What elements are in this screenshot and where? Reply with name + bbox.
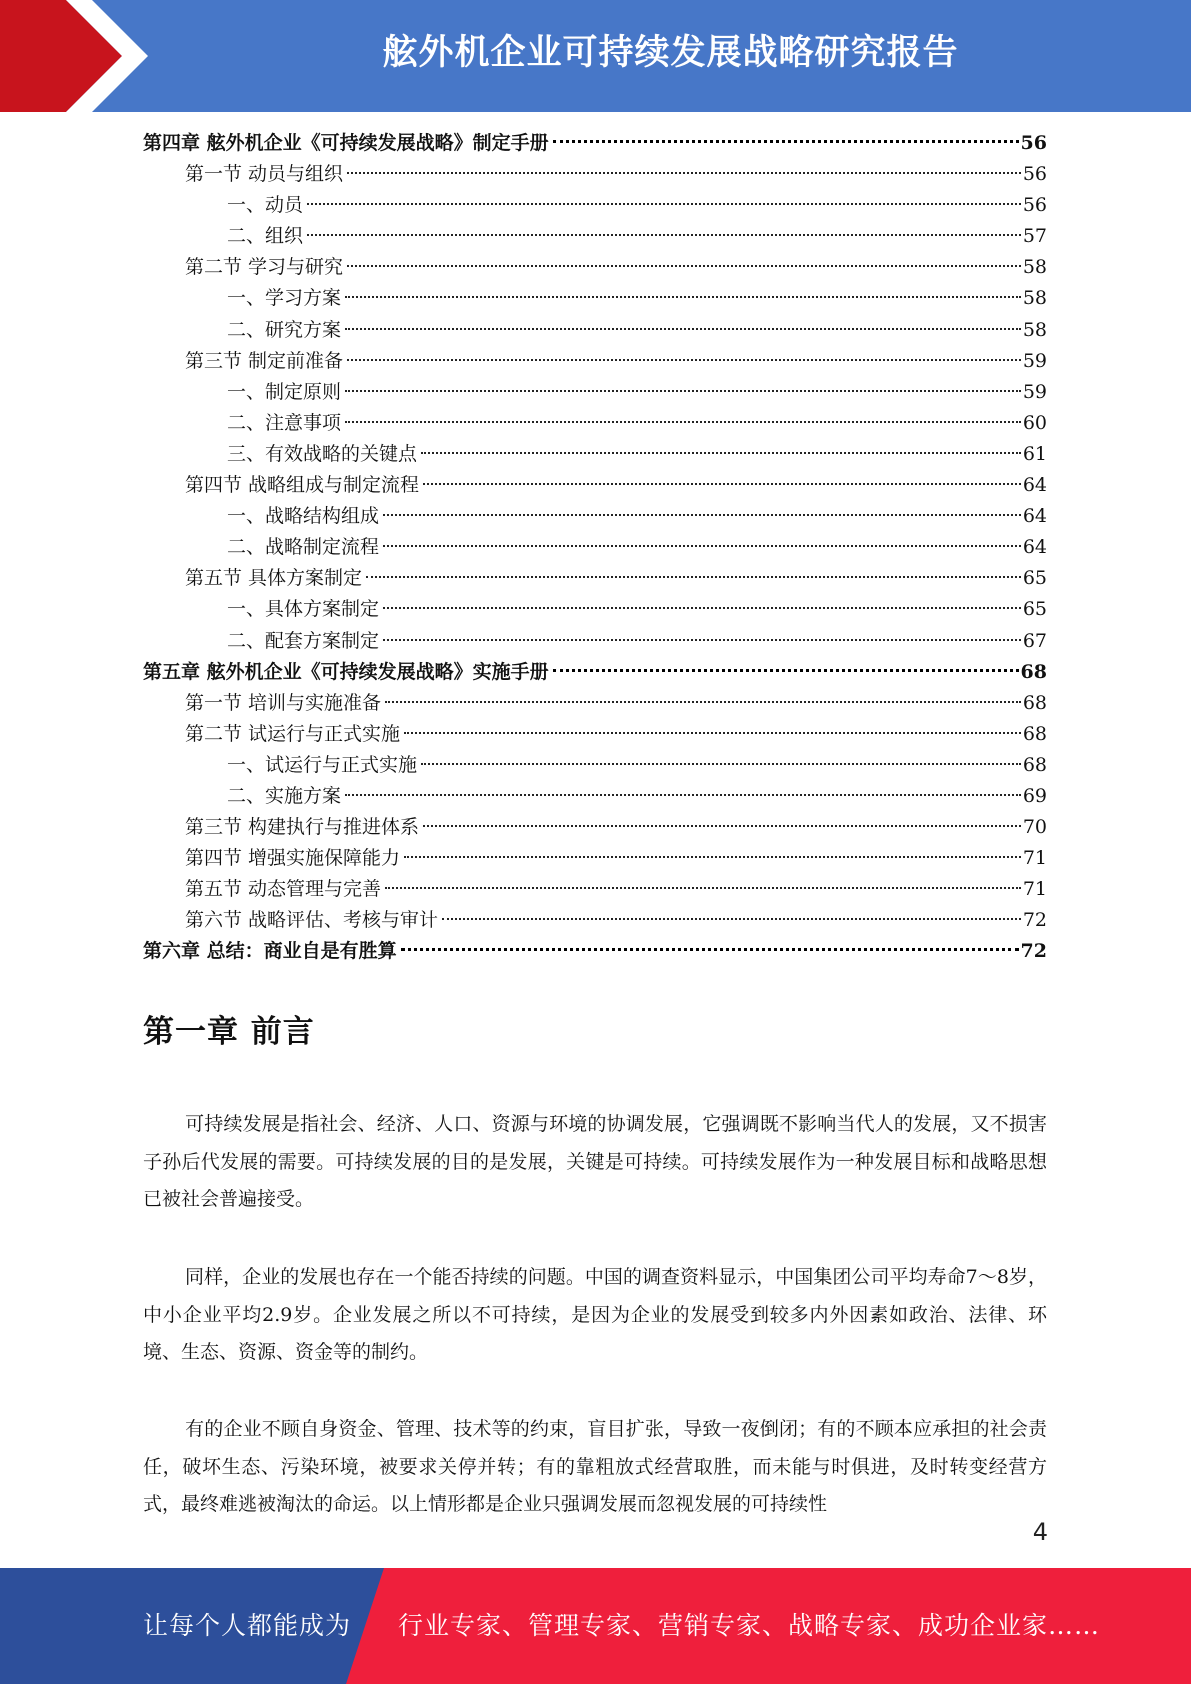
toc-entry[interactable] xyxy=(143,874,1047,905)
toc-entry[interactable] xyxy=(143,283,1047,314)
toc-entry[interactable] xyxy=(143,252,1047,283)
toc-entry-page: 67 xyxy=(1022,629,1047,652)
toc-dot-leader xyxy=(345,328,1021,330)
page-footer xyxy=(0,1568,1191,1684)
toc-entry[interactable] xyxy=(143,936,1047,967)
toc-dot-leader xyxy=(442,918,1021,920)
toc-entry-label: 二、注意事项 xyxy=(227,411,342,434)
toc-dot-leader xyxy=(345,421,1021,423)
footer-slogan-right: 行业专家、管理专家、营销专家、战略专家、成功企业家…… xyxy=(398,1611,1101,1640)
toc-entry-label: 第六节 战略评估、考核与审计 xyxy=(185,909,439,932)
toc-dot-leader xyxy=(385,887,1021,889)
report-title: 舷外机企业可持续发展战略研究报告 xyxy=(382,33,959,73)
toc-dot-leader xyxy=(404,856,1021,858)
toc-entry-label: 第五节 动态管理与完善 xyxy=(185,878,382,901)
toc-entry-page: 56 xyxy=(1020,132,1047,154)
toc-entry-label: 一、具体方案制定 xyxy=(227,598,380,621)
footer-slogan-left: 让每个人都能成为 xyxy=(143,1611,352,1640)
toc-entry[interactable] xyxy=(143,159,1047,190)
page-number: 4 xyxy=(1032,1518,1048,1546)
toc-entry-label: 第一节 动员与组织 xyxy=(185,163,344,186)
toc-entry-label: 第六章 总结：商业自是有胜算 xyxy=(143,940,397,963)
table-of-contents xyxy=(143,128,1047,968)
toc-dot-leader xyxy=(347,359,1021,361)
toc-entry[interactable] xyxy=(143,439,1047,470)
toc-entry-page: 57 xyxy=(1022,225,1047,248)
toc-entry[interactable] xyxy=(143,843,1047,874)
toc-entry[interactable] xyxy=(143,905,1047,936)
toc-dot-leader xyxy=(366,576,1021,578)
toc-dot-leader xyxy=(385,701,1021,703)
chapter-title: 第一章 前言 xyxy=(143,1014,315,1050)
toc-dot-leader xyxy=(347,265,1021,267)
toc-dot-leader xyxy=(404,732,1021,734)
toc-dot-leader xyxy=(423,483,1021,485)
toc-entry-label: 第五章 舷外机企业《可持续发展战略》实施手册 xyxy=(143,660,549,683)
toc-entry-label: 一、动员 xyxy=(227,194,304,217)
toc-entry[interactable] xyxy=(143,781,1047,812)
toc-entry-label: 第二节 学习与研究 xyxy=(185,256,344,279)
toc-dot-leader xyxy=(345,296,1021,298)
toc-entry[interactable] xyxy=(143,315,1047,346)
toc-entry-page: 58 xyxy=(1022,318,1047,341)
toc-entry-page: 71 xyxy=(1022,847,1047,870)
toc-entry-page: 64 xyxy=(1022,536,1047,559)
toc-entry[interactable] xyxy=(143,812,1047,843)
toc-entry-page: 60 xyxy=(1022,411,1047,434)
page-header xyxy=(0,0,1191,112)
toc-entry-page: 68 xyxy=(1020,660,1047,683)
toc-entry[interactable] xyxy=(143,719,1047,750)
toc-dot-leader xyxy=(383,639,1021,641)
toc-entry-page: 72 xyxy=(1022,909,1047,932)
toc-dot-leader xyxy=(383,545,1021,547)
toc-entry-page: 71 xyxy=(1022,878,1047,901)
toc-entry[interactable] xyxy=(143,501,1047,532)
toc-entry-label: 第一节 培训与实施准备 xyxy=(185,691,382,714)
toc-entry-label: 二、实施方案 xyxy=(227,784,342,807)
toc-entry-label: 第五节 具体方案制定 xyxy=(185,567,363,590)
toc-entry-page: 68 xyxy=(1022,691,1047,714)
toc-dot-leader xyxy=(401,948,1019,951)
toc-entry-label: 第三节 构建执行与推进体系 xyxy=(185,816,420,839)
toc-dot-leader xyxy=(553,669,1019,672)
toc-entry-page: 59 xyxy=(1022,349,1047,372)
toc-entry[interactable] xyxy=(143,626,1047,657)
toc-dot-leader xyxy=(307,203,1021,205)
toc-entry-label: 第四章 舷外机企业《可持续发展战略》制定手册 xyxy=(143,132,549,154)
toc-entry-page: 68 xyxy=(1022,753,1047,776)
toc-entry-label: 第四节 增强实施保障能力 xyxy=(185,847,401,870)
toc-dot-leader xyxy=(347,172,1021,174)
toc-entry[interactable] xyxy=(143,657,1047,688)
toc-dot-leader xyxy=(383,514,1021,516)
toc-entry-label: 第四节 战略组成与制定流程 xyxy=(185,474,420,497)
toc-dot-leader xyxy=(345,390,1021,392)
toc-entry-page: 64 xyxy=(1022,505,1047,528)
body-paragraph xyxy=(143,1106,1047,1219)
toc-entry-label: 一、战略结构组成 xyxy=(227,505,380,528)
toc-entry[interactable] xyxy=(143,470,1047,501)
toc-entry-label: 二、研究方案 xyxy=(227,318,342,341)
toc-entry-page: 65 xyxy=(1022,567,1047,590)
toc-dot-leader xyxy=(383,607,1021,609)
toc-entry-label: 二、配套方案制定 xyxy=(227,629,380,652)
toc-entry-label: 第二节 试运行与正式实施 xyxy=(185,722,401,745)
toc-entry-page: 65 xyxy=(1022,598,1047,621)
toc-entry[interactable] xyxy=(143,221,1047,252)
toc-entry[interactable] xyxy=(143,190,1047,221)
toc-entry-label: 一、学习方案 xyxy=(227,287,342,310)
toc-entry-page: 61 xyxy=(1022,442,1047,465)
toc-entry-page: 58 xyxy=(1022,256,1047,279)
toc-entry-page: 69 xyxy=(1022,784,1047,807)
toc-dot-leader xyxy=(553,140,1019,143)
toc-entry[interactable] xyxy=(143,532,1047,563)
toc-entry[interactable] xyxy=(143,377,1047,408)
toc-entry[interactable] xyxy=(143,688,1047,719)
toc-entry[interactable] xyxy=(143,594,1047,625)
toc-entry-page: 70 xyxy=(1022,816,1047,839)
toc-entry-page: 56 xyxy=(1022,194,1047,217)
paragraph-text: 可持续发展是指社会、经济、人口、资源与环境的协调发展，它强调既不影响当代人的发展，又不损害子孙后代发展的需要。可持续发展的目的是发展，关键是可持续。可持续发展作为一种发展目标和战略思想已被社会普遍接受。 xyxy=(143,1113,1047,1210)
toc-dot-leader xyxy=(345,794,1021,796)
body-paragraph xyxy=(143,1411,1047,1524)
toc-dot-leader xyxy=(421,452,1021,454)
toc-entry-page: 72 xyxy=(1020,940,1047,963)
toc-entry-page: 64 xyxy=(1022,474,1047,497)
toc-entry-label: 第三节 制定前准备 xyxy=(185,349,344,372)
toc-entry-label: 一、试运行与正式实施 xyxy=(227,753,418,776)
toc-entry-label: 三、有效战略的关键点 xyxy=(227,442,418,465)
body-paragraph xyxy=(143,1259,1047,1372)
paragraph-text: 有的企业不顾自身资金、管理、技术等的约束，盲目扩张，导致一夜倒闭；有的不顾本应承担的社会责任，破坏生态、污染环境，被要求关停并转；有的靠粗放式经营取胜，而未能与时俱进，及时转变经营方式，最终难逃被淘汰的命运。以上情形都是企业只强调发展而忽视发展的可持续性 xyxy=(143,1418,1047,1515)
toc-entry-page: 68 xyxy=(1022,722,1047,745)
toc-entry-label: 二、战略制定流程 xyxy=(227,536,380,559)
toc-entry[interactable] xyxy=(143,128,1047,159)
toc-entry-page: 59 xyxy=(1022,380,1047,403)
toc-entry[interactable] xyxy=(143,408,1047,439)
toc-entry-page: 58 xyxy=(1022,287,1047,310)
toc-dot-leader xyxy=(423,825,1021,827)
toc-entry[interactable] xyxy=(143,750,1047,781)
toc-dot-leader xyxy=(307,234,1021,236)
toc-entry[interactable] xyxy=(143,346,1047,377)
toc-entry-page: 56 xyxy=(1022,163,1047,186)
toc-dot-leader xyxy=(421,763,1021,765)
toc-entry-label: 二、组织 xyxy=(227,225,304,248)
paragraph-text: 同样，企业的发展也存在一个能否持续的问题。中国的调查资料显示，中国集团公司平均寿命7～8岁，中小企业平均2.9岁。企业发展之所以不可持续，是因为企业的发展受到较多内外因素如政治、法律、环境、生态、资源、资金等的制约。 xyxy=(143,1266,1047,1363)
toc-entry[interactable] xyxy=(143,563,1047,594)
toc-entry-label: 一、制定原则 xyxy=(227,380,342,403)
